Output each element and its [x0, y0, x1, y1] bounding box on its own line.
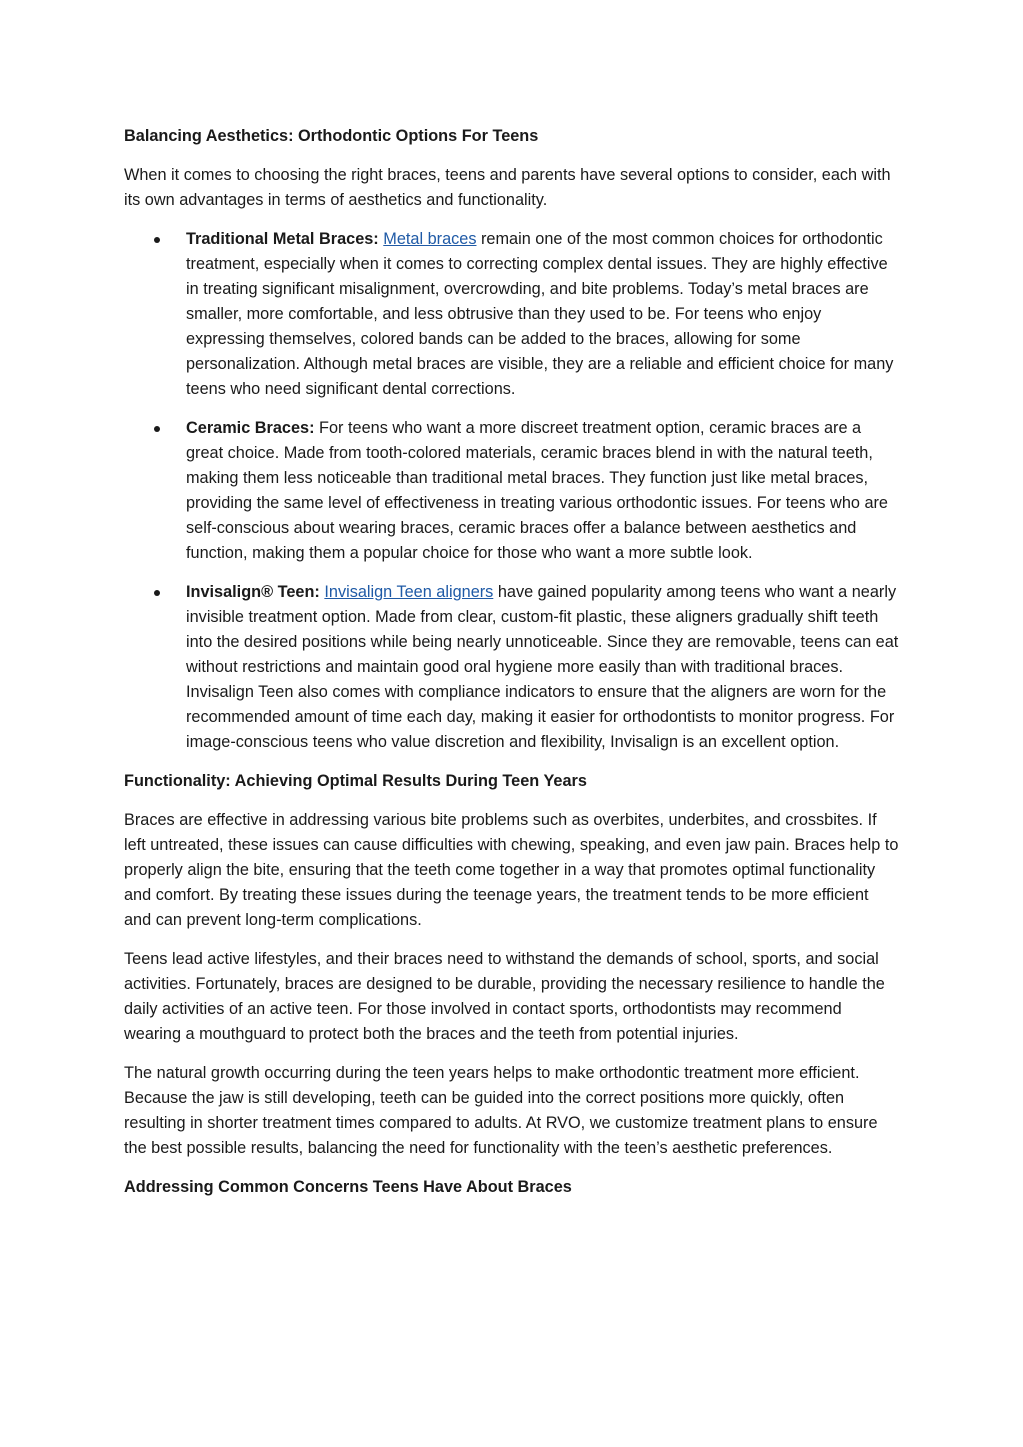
- section-heading-aesthetics: Balancing Aesthetics: Orthodontic Options For Teens: [124, 127, 539, 145]
- list-item-invisalign-teen: [124, 580, 900, 755]
- bullet-icon: [154, 237, 160, 243]
- list-item-metal-braces: [124, 227, 900, 402]
- bullet-icon: [154, 426, 160, 432]
- document-page: [124, 124, 900, 1214]
- item-label: Ceramic Braces:: [186, 419, 315, 437]
- paragraph-bite-problems: Braces are effective in addressing various bite problems such as overbites, underbites, and crossbites. If left untreated, these issues can cause difficulties with chewing, speaking, and even jaw pain. Braces help to properly align the bite, ensuring that the teeth come together in a way that promotes optimal functionality and comfort. By treating these issues during the teenage years, the treatment tends to be more efficient and can prevent long-term complications.: [124, 811, 899, 929]
- item-text: remain one of the most common choices for orthodontic treatment, especially when it comes to correcting complex dental issues. They are highly effective in treating significant misalignment, overcrowding, and bite problems. Today’s metal braces are smaller, more comfortable, and less obtrusive than they used to be. For teens who enjoy expressing themselves, colored bands can be added to the braces, allowing for some personalization. Although metal braces are visible, they are a reliable and efficient choice for many teens who need significant dental corrections.: [186, 230, 894, 398]
- item-text: have gained popularity among teens who want a nearly invisible treatment option. Made from clear, custom-fit plastic, these aligners gradually shift teeth into the desired positions while being nearly unnoticeable. Since they are removable, teens can eat without restrictions and maintain good oral hygiene more easily than with traditional braces. Invisalign Teen also comes with compliance indicators to ensure that the aligners are worn for the recommended amount of time each day, making it easier for orthodontists to monitor progress. For image-conscious teens who value discretion and flexibility, Invisalign is an excellent option.: [186, 583, 899, 751]
- list-item-ceramic-braces: [124, 416, 900, 566]
- paragraph-natural-growth: The natural growth occurring during the teen years helps to make orthodontic treatment more efficient. Because the jaw is still developing, teeth can be guided into the correct positions more quickly, often resulting in shorter treatment times compared to adults. At RVO, we customize treatment plans to ensure the best possible results, balancing the need for functionality with the teen’s aesthetic preferences.: [124, 1064, 878, 1157]
- item-text: For teens who want a more discreet treatment option, ceramic braces are a great choice. Made from tooth-colored materials, ceramic braces blend in with the natural teeth, making them less noticeable than traditional metal braces. They function just like metal braces, providing the same level of effectiveness in treating various orthodontic issues. For teens who are self-conscious about wearing braces, ceramic braces offer a balance between aesthetics and function, making them a popular choice for those who want a more subtle look.: [186, 419, 888, 562]
- invisalign-teen-link[interactable]: Invisalign Teen aligners: [324, 583, 494, 601]
- item-label: Traditional Metal Braces:: [186, 230, 379, 248]
- section-heading-functionality: Functionality: Achieving Optimal Results During Teen Years: [124, 772, 587, 790]
- metal-braces-link[interactable]: Metal braces: [383, 230, 477, 248]
- item-label: Invisalign® Teen:: [186, 583, 320, 601]
- section-heading-concerns: Addressing Common Concerns Teens Have About Braces: [124, 1178, 572, 1196]
- options-list: [124, 227, 900, 755]
- intro-paragraph: When it comes to choosing the right braces, teens and parents have several options to consider, each with its own advantages in terms of aesthetics and functionality.: [124, 166, 891, 209]
- bullet-icon: [154, 590, 160, 596]
- paragraph-active-lifestyles: Teens lead active lifestyles, and their braces need to withstand the demands of school, sports, and social activities. Fortunately, braces are designed to be durable, providing the necessary resilience to handle the daily activities of an active teen. For those involved in contact sports, orthodontists may recommend wearing a mouthguard to protect both the braces and the teeth from potential injuries.: [124, 950, 885, 1043]
